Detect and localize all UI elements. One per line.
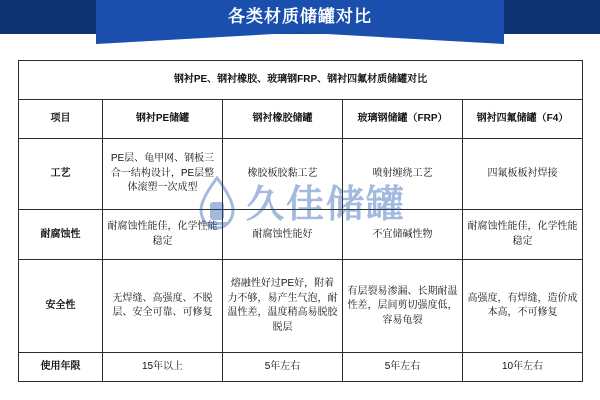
- cell-life-frp: 5年左右: [343, 353, 463, 382]
- cell-corrosion-frp: 不宜储碱性物: [343, 210, 463, 260]
- page-title: 各类材质储罐对比: [228, 7, 372, 26]
- row-header-safety: 安全性: [19, 260, 103, 353]
- cell-safety-pe: 无焊缝、高强度、不脱层、安全可靠、可修复: [103, 260, 223, 353]
- row-header-corrosion-resistance: 耐腐蚀性: [19, 210, 103, 260]
- cell-life-rubber: 5年左右: [223, 353, 343, 382]
- table-header-row: [19, 100, 583, 139]
- table-row: [19, 210, 583, 260]
- cell-corrosion-ptfe: 耐腐蚀性能佳，化学性能稳定: [463, 210, 583, 260]
- column-header-ptfe: 钢衬四氟储罐（F4）: [463, 100, 583, 139]
- cell-life-pe: 15年以上: [103, 353, 223, 382]
- banner-right-flank: [504, 0, 600, 34]
- column-header-steel-lined-rubber: 钢衬橡胶储罐: [223, 100, 343, 139]
- table-title-row: [19, 61, 583, 100]
- comparison-table: [18, 60, 583, 382]
- row-header-service-life: 使用年限: [19, 353, 103, 382]
- cell-safety-rubber: 熔融性好过PE好，附着力不够，易产生气泡，耐温性差，温度稍高易脱胶脱层: [223, 260, 343, 353]
- cell-process-frp: 喷射缠绕工艺: [343, 139, 463, 210]
- table-row: [19, 139, 583, 210]
- banner-left-flank: [0, 0, 96, 34]
- cell-safety-frp: 有层裂易渗漏、长期耐温性差，层间剪切强度低，容易龟裂: [343, 260, 463, 353]
- column-header-steel-lined-pe: 钢衬PE储罐: [103, 100, 223, 139]
- cell-process-pe: PE层、龟甲网、钢板三合一结构设计，PE层整体滚塑一次成型: [103, 139, 223, 210]
- row-header-process: 工艺: [19, 139, 103, 210]
- column-header-item: 项目: [19, 100, 103, 139]
- cell-corrosion-pe: 耐腐蚀性能佳，化学性能稳定: [103, 210, 223, 260]
- cell-life-ptfe: 10年左右: [463, 353, 583, 382]
- page-header-banner: [0, 0, 600, 46]
- cell-process-ptfe: 四氟板板衬焊接: [463, 139, 583, 210]
- cell-safety-ptfe: 高强度，有焊缝，造价成本高，不可修复: [463, 260, 583, 353]
- cell-process-rubber: 橡胶板胶黏工艺: [223, 139, 343, 210]
- comparison-table-container: [18, 60, 582, 382]
- cell-corrosion-rubber: 耐腐蚀性能好: [223, 210, 343, 260]
- table-title: 钢衬PE、钢衬橡胶、玻璃钢FRP、钢衬四氟材质储罐对比: [19, 61, 583, 100]
- watermark-text: 久佳储罐: [245, 184, 406, 226]
- table-row: [19, 260, 583, 353]
- column-header-frp: 玻璃钢储罐（FRP）: [343, 100, 463, 139]
- table-row: [19, 353, 583, 382]
